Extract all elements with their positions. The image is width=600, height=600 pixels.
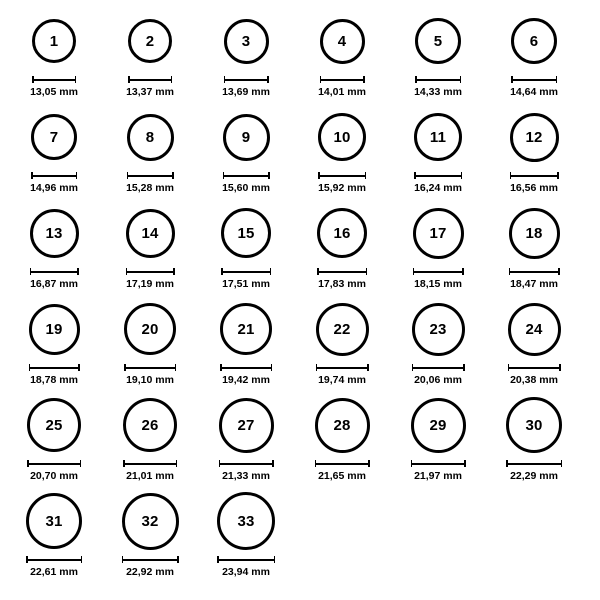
measure-line (127, 175, 174, 177)
ring-cell[interactable] (6, 202, 102, 290)
measure-line (224, 79, 269, 81)
ring-circle-wrap (122, 490, 179, 552)
ring-size-label: 7 (49, 128, 59, 146)
measure-line (316, 367, 369, 369)
measure-ticks (32, 76, 76, 83)
ring-circle-wrap (317, 202, 367, 264)
ring-cell[interactable] (486, 394, 582, 482)
ring-diameter-label: 17,83 mm (318, 278, 366, 290)
measure-line (414, 175, 462, 177)
measure-ticks (318, 172, 366, 179)
measure-line (509, 271, 560, 273)
diameter-measure-bar (411, 459, 466, 468)
ring-circle (27, 398, 81, 452)
ring-circle-wrap (320, 10, 365, 72)
diameter-measure-bar (127, 171, 174, 180)
diameter-measure-bar (511, 75, 557, 84)
ring-circle-wrap (221, 202, 271, 264)
ring-circle-wrap (412, 298, 465, 360)
measure-ticks (413, 268, 464, 275)
measure-ticks (221, 268, 271, 275)
ring-circle-wrap (127, 106, 174, 168)
measure-ticks (220, 364, 272, 371)
diameter-measure-bar (413, 267, 464, 276)
ring-circle (32, 19, 76, 63)
measure-ticks (217, 556, 275, 563)
measure-line (506, 463, 562, 465)
measure-ticks (223, 172, 270, 179)
diameter-measure-bar (415, 75, 461, 84)
ring-circle (411, 398, 466, 453)
ring-size-label: 15 (237, 224, 255, 242)
ring-circle-wrap (123, 394, 177, 456)
diameter-measure-bar (509, 267, 560, 276)
diameter-measure-bar (31, 171, 77, 180)
measure-line (123, 463, 177, 465)
measure-line (29, 367, 80, 369)
ring-size-label: 2 (145, 32, 155, 50)
ring-circle-wrap (315, 394, 370, 456)
ring-cell[interactable] (294, 394, 390, 482)
ring-diameter-label: 15,60 mm (222, 182, 270, 194)
ring-size-label: 21 (237, 320, 255, 338)
ring-size-label: 19 (45, 320, 63, 338)
measure-line (221, 271, 271, 273)
ring-circle-wrap (32, 10, 76, 72)
ring-circle-wrap (414, 106, 462, 168)
diameter-measure-bar (26, 555, 82, 564)
measure-ticks (511, 76, 557, 83)
ring-diameter-label: 13,69 mm (222, 86, 270, 98)
measure-ticks (510, 172, 559, 179)
measure-line (128, 79, 172, 81)
diameter-measure-bar (32, 75, 76, 84)
ring-row (6, 394, 594, 490)
ring-circle (415, 18, 461, 64)
ring-diameter-label: 19,74 mm (318, 374, 366, 386)
ring-cell[interactable] (294, 106, 390, 194)
ring-circle (122, 493, 179, 550)
ring-circle-wrap (509, 202, 560, 264)
ring-diameter-label: 13,37 mm (126, 86, 174, 98)
ring-size-label: 16 (333, 224, 351, 242)
ring-size-label: 11 (429, 128, 447, 146)
ring-row (6, 10, 594, 106)
ring-circle-wrap (219, 394, 274, 456)
ring-cell[interactable] (102, 10, 198, 98)
ring-circle-wrap (220, 298, 272, 360)
ring-diameter-label: 16,56 mm (510, 182, 558, 194)
measure-ticks (415, 76, 461, 83)
ring-diameter-label: 21,33 mm (222, 470, 270, 482)
ring-diameter-label: 21,01 mm (126, 470, 174, 482)
diameter-measure-bar (30, 267, 79, 276)
diameter-measure-bar (506, 459, 562, 468)
ring-circle (511, 18, 557, 64)
ring-circle (510, 113, 559, 162)
diameter-measure-bar (124, 363, 176, 372)
ring-cell[interactable] (6, 394, 102, 482)
ring-circle (126, 209, 175, 258)
ring-size-label: 32 (141, 512, 159, 530)
ring-cell[interactable] (390, 298, 486, 386)
measure-ticks (508, 364, 561, 371)
diameter-measure-bar (318, 171, 366, 180)
ring-size-label: 28 (333, 416, 351, 434)
ring-circle-wrap (316, 298, 369, 360)
ring-diameter-label: 15,28 mm (126, 182, 174, 194)
ring-size-label: 22 (333, 320, 351, 338)
measure-ticks (219, 460, 274, 467)
diameter-measure-bar (412, 363, 465, 372)
ring-diameter-label: 23,94 mm (222, 566, 270, 578)
measure-ticks (126, 268, 175, 275)
ring-cell[interactable] (198, 106, 294, 194)
diameter-measure-bar (122, 555, 179, 564)
diameter-measure-bar (123, 459, 177, 468)
ring-size-label: 17 (429, 224, 447, 242)
ring-cell[interactable] (102, 202, 198, 290)
ring-circle (29, 304, 80, 355)
measure-line (508, 367, 561, 369)
measure-line (30, 271, 79, 273)
ring-size-label: 8 (145, 128, 155, 146)
diameter-measure-bar (224, 75, 269, 84)
ring-circle (219, 398, 274, 453)
ring-size-label: 26 (141, 416, 159, 434)
ring-diameter-label: 22,61 mm (30, 566, 78, 578)
measure-line (415, 79, 461, 81)
ring-size-label: 10 (333, 128, 351, 146)
ring-circle (31, 114, 77, 160)
ring-circle (220, 303, 272, 355)
ring-cell[interactable] (102, 106, 198, 194)
ring-size-label: 3 (241, 32, 251, 50)
ring-circle (123, 398, 177, 452)
diameter-measure-bar (217, 555, 275, 564)
diameter-measure-bar (508, 363, 561, 372)
ring-cell[interactable] (486, 202, 582, 290)
measure-line (412, 367, 465, 369)
measure-line (318, 175, 366, 177)
ring-size-label: 4 (337, 32, 347, 50)
measure-line (26, 559, 82, 561)
ring-circle-wrap (27, 394, 81, 456)
ring-size-label: 30 (525, 416, 543, 434)
ring-size-label: 24 (525, 320, 543, 338)
ring-circle (412, 303, 465, 356)
ring-circle-wrap (411, 394, 466, 456)
ring-diameter-label: 16,24 mm (414, 182, 462, 194)
measure-ticks (27, 460, 81, 467)
ring-cell[interactable] (294, 10, 390, 98)
diameter-measure-bar (221, 267, 271, 276)
ring-cell[interactable] (486, 10, 582, 98)
diameter-measure-bar (315, 459, 370, 468)
measure-ticks (31, 172, 77, 179)
ring-cell[interactable] (198, 298, 294, 386)
measure-ticks (320, 76, 365, 83)
ring-row (6, 202, 594, 298)
ring-cell[interactable] (294, 298, 390, 386)
measure-line (220, 367, 272, 369)
ring-diameter-label: 14,64 mm (510, 86, 558, 98)
ring-diameter-label: 17,51 mm (222, 278, 270, 290)
ring-circle-wrap (511, 10, 557, 72)
measure-ticks (122, 556, 179, 563)
ring-size-label: 33 (237, 512, 255, 530)
ring-circle (508, 303, 561, 356)
ring-circle (506, 397, 562, 453)
ring-size-label: 13 (45, 224, 63, 242)
ring-row (6, 490, 594, 586)
ring-cell[interactable] (390, 394, 486, 482)
ring-diameter-label: 22,29 mm (510, 470, 558, 482)
ring-circle (320, 19, 365, 64)
measure-ticks (127, 172, 174, 179)
ring-circle-wrap (223, 106, 270, 168)
ring-diameter-label: 22,92 mm (126, 566, 174, 578)
ring-diameter-label: 14,01 mm (318, 86, 366, 98)
ring-cell[interactable] (390, 10, 486, 98)
ring-circle-wrap (415, 10, 461, 72)
measure-ticks (412, 364, 465, 371)
ring-circle (128, 19, 172, 63)
ring-diameter-label: 18,78 mm (30, 374, 78, 386)
ring-circle-wrap (30, 202, 79, 264)
ring-circle (413, 208, 464, 259)
ring-circle-wrap (508, 298, 561, 360)
diameter-measure-bar (128, 75, 172, 84)
ring-circle-wrap (124, 298, 176, 360)
measure-ticks (124, 364, 176, 371)
measure-ticks (30, 268, 79, 275)
ring-cell[interactable] (6, 490, 102, 578)
diameter-measure-bar (320, 75, 365, 84)
ring-circle (316, 303, 369, 356)
ring-circle (318, 113, 366, 161)
ring-row (6, 106, 594, 202)
measure-line (510, 175, 559, 177)
measure-line (217, 559, 275, 561)
measure-line (413, 271, 464, 273)
ring-cell[interactable] (6, 106, 102, 194)
ring-diameter-label: 20,38 mm (510, 374, 558, 386)
ring-circle-wrap (26, 490, 82, 552)
ring-cell[interactable] (6, 298, 102, 386)
ring-cell[interactable] (390, 106, 486, 194)
measure-ticks (506, 460, 562, 467)
ring-circle (127, 114, 174, 161)
ring-diameter-label: 14,96 mm (30, 182, 78, 194)
diameter-measure-bar (27, 459, 81, 468)
ring-cell[interactable] (102, 298, 198, 386)
measure-ticks (411, 460, 466, 467)
ring-diameter-label: 15,92 mm (318, 182, 366, 194)
ring-circle-wrap (224, 10, 269, 72)
ring-size-label: 14 (141, 224, 159, 242)
ring-circle (26, 493, 82, 549)
measure-ticks (316, 364, 369, 371)
ring-cell[interactable] (198, 394, 294, 482)
ring-circle-wrap (318, 106, 366, 168)
ring-size-label: 20 (141, 320, 159, 338)
diameter-measure-bar (220, 363, 272, 372)
ring-circle-wrap (31, 106, 77, 168)
ring-circle (414, 113, 462, 161)
ring-cell[interactable] (198, 202, 294, 290)
ring-cell[interactable] (390, 202, 486, 290)
measure-line (122, 559, 179, 561)
measure-ticks (315, 460, 370, 467)
diameter-measure-bar (317, 267, 367, 276)
ring-size-label: 12 (525, 128, 543, 146)
measure-ticks (29, 364, 80, 371)
ring-cell[interactable] (102, 394, 198, 482)
ring-size-label: 1 (49, 32, 59, 50)
ring-circle (317, 208, 367, 258)
measure-ticks (224, 76, 269, 83)
ring-circle-wrap (29, 298, 80, 360)
ring-cell[interactable] (6, 10, 102, 98)
ring-diameter-label: 21,97 mm (414, 470, 462, 482)
measure-line (126, 271, 175, 273)
ring-circle (124, 303, 176, 355)
diameter-measure-bar (316, 363, 369, 372)
ring-diameter-label: 20,70 mm (30, 470, 78, 482)
measure-line (411, 463, 466, 465)
ring-cell[interactable] (102, 490, 198, 578)
ring-circle (30, 209, 79, 258)
ring-circle-wrap (126, 202, 175, 264)
ring-diameter-label: 20,06 mm (414, 374, 462, 386)
ring-diameter-label: 17,19 mm (126, 278, 174, 290)
ring-size-label: 9 (241, 128, 251, 146)
measure-line (317, 271, 367, 273)
ring-circle (223, 114, 270, 161)
ring-size-label: 25 (45, 416, 63, 434)
ring-circle (315, 398, 370, 453)
measure-line (31, 175, 77, 177)
ring-diameter-label: 19,42 mm (222, 374, 270, 386)
ring-size-label: 29 (429, 416, 447, 434)
ring-circle-wrap (510, 106, 559, 168)
measure-ticks (128, 76, 172, 83)
measure-line (27, 463, 81, 465)
ring-diameter-label: 19,10 mm (126, 374, 174, 386)
ring-size-label: 18 (525, 224, 543, 242)
ring-size-label: 23 (429, 320, 447, 338)
measure-line (219, 463, 274, 465)
ring-cell[interactable] (198, 10, 294, 98)
measure-line (124, 367, 176, 369)
ring-size-label: 5 (433, 32, 443, 50)
ring-diameter-label: 13,05 mm (30, 86, 78, 98)
ring-size-label: 6 (529, 32, 539, 50)
diameter-measure-bar (29, 363, 80, 372)
ring-cell[interactable] (486, 106, 582, 194)
ring-size-label: 31 (45, 512, 63, 530)
ring-circle (509, 208, 560, 259)
ring-row (6, 298, 594, 394)
measure-ticks (414, 172, 462, 179)
measure-ticks (317, 268, 367, 275)
ring-circle-wrap (413, 202, 464, 264)
ring-diameter-label: 18,15 mm (414, 278, 462, 290)
measure-line (511, 79, 557, 81)
ring-cell[interactable] (294, 202, 390, 290)
measure-line (32, 79, 76, 81)
ring-circle-wrap (128, 10, 172, 72)
measure-ticks (26, 556, 82, 563)
ring-cell[interactable] (198, 490, 294, 578)
measure-ticks (509, 268, 560, 275)
ring-circle-wrap (506, 394, 562, 456)
ring-cell[interactable] (486, 298, 582, 386)
diameter-measure-bar (223, 171, 270, 180)
measure-line (315, 463, 370, 465)
measure-line (223, 175, 270, 177)
ring-diameter-label: 21,65 mm (318, 470, 366, 482)
ring-size-label: 27 (237, 416, 255, 434)
ring-circle (221, 208, 271, 258)
ring-diameter-label: 14,33 mm (414, 86, 462, 98)
ring-circle (224, 19, 269, 64)
ring-circle (217, 492, 275, 550)
measure-line (320, 79, 365, 81)
measure-ticks (123, 460, 177, 467)
diameter-measure-bar (126, 267, 175, 276)
ring-diameter-label: 18,47 mm (510, 278, 558, 290)
diameter-measure-bar (219, 459, 274, 468)
diameter-measure-bar (414, 171, 462, 180)
ring-circle-wrap (217, 490, 275, 552)
diameter-measure-bar (510, 171, 559, 180)
ring-diameter-label: 16,87 mm (30, 278, 78, 290)
